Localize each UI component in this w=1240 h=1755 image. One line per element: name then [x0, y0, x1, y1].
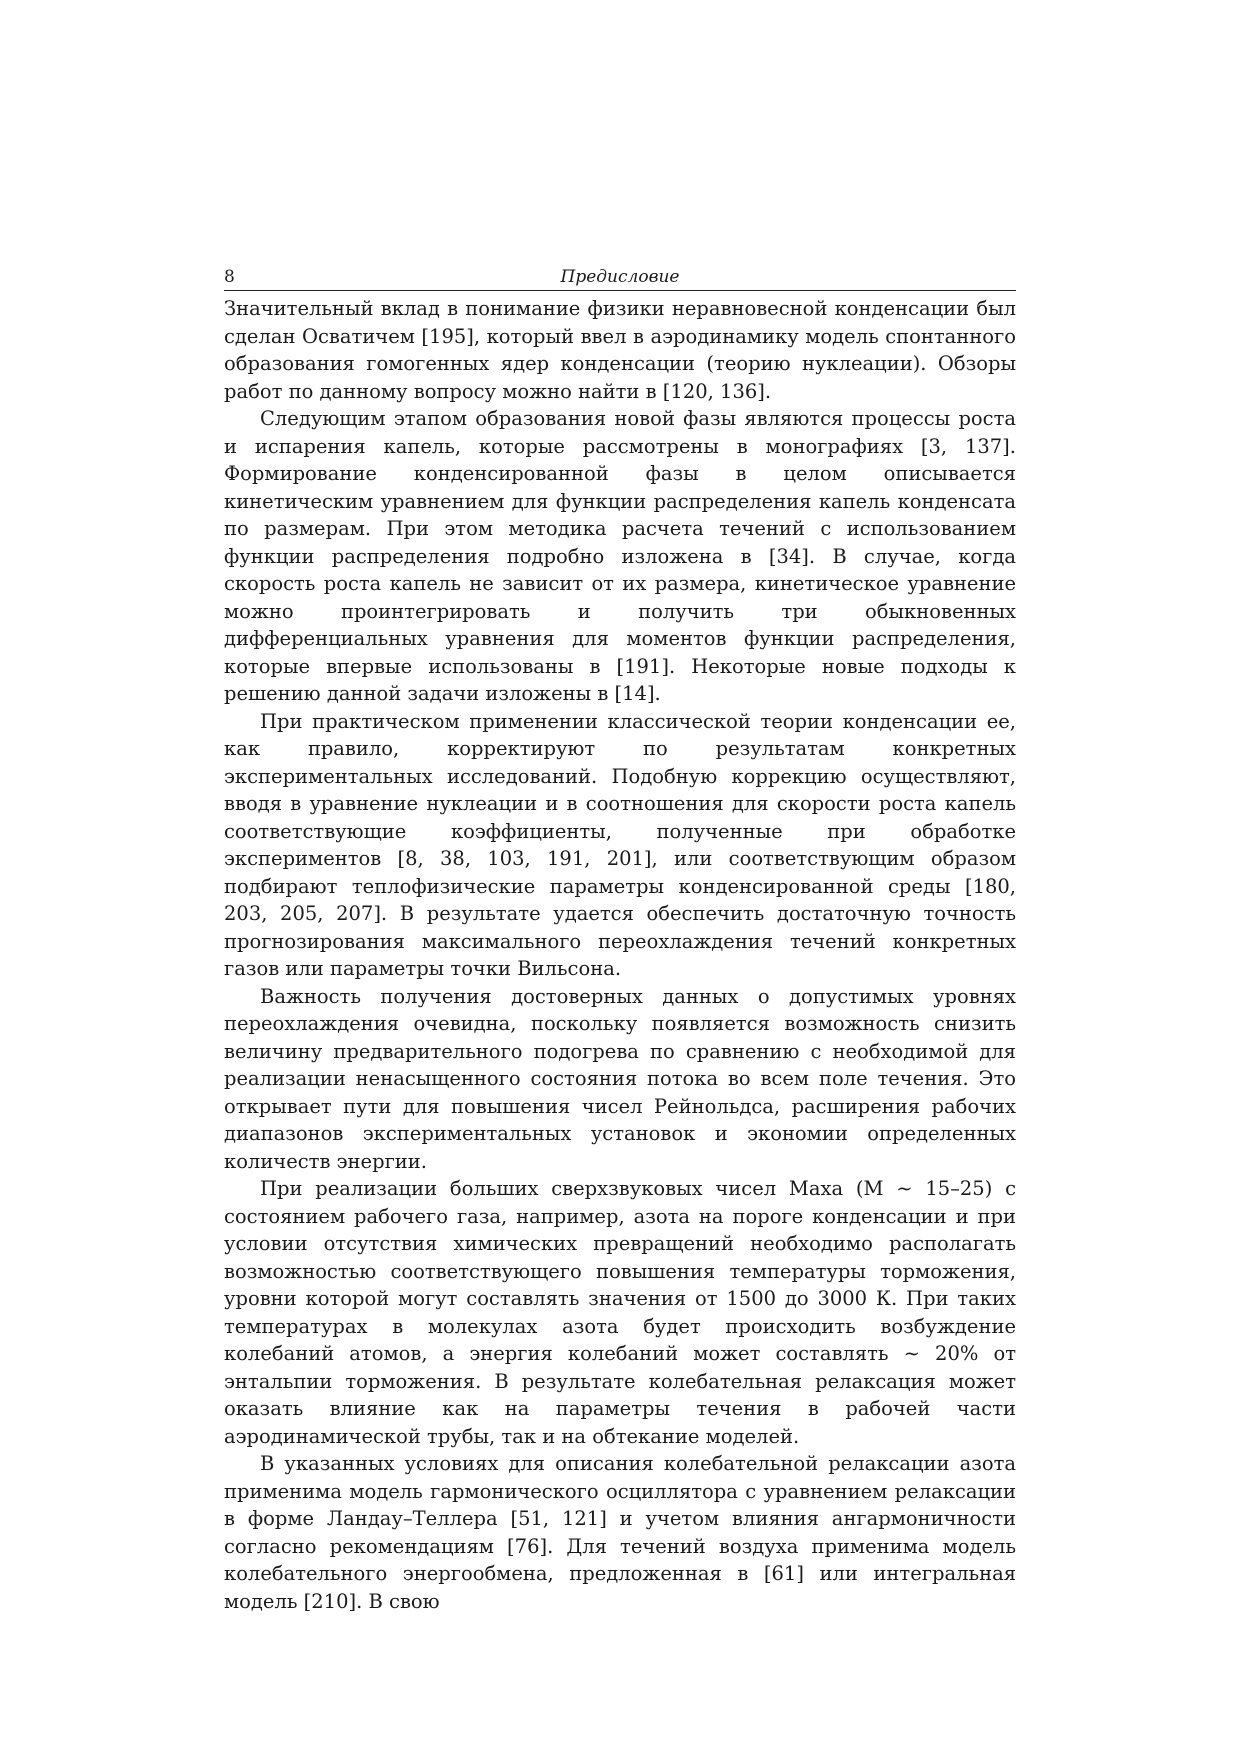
paragraph: Значительный вклад в понимание физики неравновесной конденсации был сделан Осватичем [195], который ввел в аэродинамику модель спонтанного образования гомогенных ядер конденсации (теорию нуклеации). Обзоры работ по данному вопросу можно найти в [120, 136]. [224, 297, 1016, 403]
chapter-title: Предисловие [560, 267, 680, 287]
paragraph: Следующим этапом образования новой фазы являются процессы роста и испарения капель, которые рассмотрены в монографиях [3, 137]. Формирование конденсированной фазы в целом описывается кинетическим уравнением для функции распределения капель конденсата по размерам. При этом методика расчета течений с использованием функции распределения подробно изложена в [34]. В случае, когда скорость роста капель не зависит от их размера, кинетическое уравнение можно проинтегрировать и получить три обыкновенных дифференциальных уравнения для моментов функции распределения, которые впервые использованы в [191]. Некоторые новые подходы к решению данной задачи изложены в [14]. [224, 407, 1016, 705]
running-head [224, 264, 1016, 291]
paragraph: При практическом применении классической теории конденсации ее, как правило, корректируют по результатам конкретных экспериментальных исследований. Подобную коррекцию осуществляют, вводя в уравнение нуклеации и в соотношения для скорости роста капель соответствующие коэффициенты, полученные при обработке экспериментов [8, 38, 103, 191, 201], или соответствующим образом подбирают теплофизические параметры конденсированной среды [180, 203, 205, 207]. В результате удается обеспечить достаточную точность прогнозирования максимального переохлаждения течений конкретных газов или параметры точки Вильсона. [224, 709, 1016, 980]
book-page [224, 264, 1016, 1615]
page-number: 8 [224, 267, 235, 287]
paragraph: В указанных условиях для описания колебательной релаксации азота применима модель гармонического осциллятора с уравнением релаксации в форме Ландау–Теллера [51, 121] и учетом влияния ангармоничности согласно рекомендациям [76]. Для течений воздуха применима модель колебательного энергообмена, предложенная в [61] или интегральная модель [210]. В свою [224, 1452, 1016, 1613]
paragraph: При реализации больших сверхзвуковых чисел Маха (M ∼ 15–25) с состоянием рабочего газа, например, азота на пороге конденсации и при условии отсутствия химических превращений необходимо располагать возможностью соответствующего повышения температуры торможения, уровни которой могут составлять значения от 1500 до 3000 К. При таких температурах в молекулах азота будет происходить возбуждение колебаний атомов, а энергия колебаний может составлять ∼ 20% от энтальпии торможения. В результате колебательная релаксация может оказать влияние как на параметры течения в рабочей части аэродинамической трубы, так и на обтекание моделей. [224, 1177, 1016, 1448]
body-text [224, 295, 1016, 1615]
paragraph: Важность получения достоверных данных о допустимых уровнях переохлаждения очевидна, поскольку появляется возможность снизить величину предварительного подогрева по сравнению с необходимой для реализации ненасыщенного состояния потока во всем поле течения. Это открывает пути для повышения чисел Рейнольдса, расширения рабочих диапазонов экспериментальных установок и экономии определенных количеств энергии. [224, 984, 1016, 1173]
